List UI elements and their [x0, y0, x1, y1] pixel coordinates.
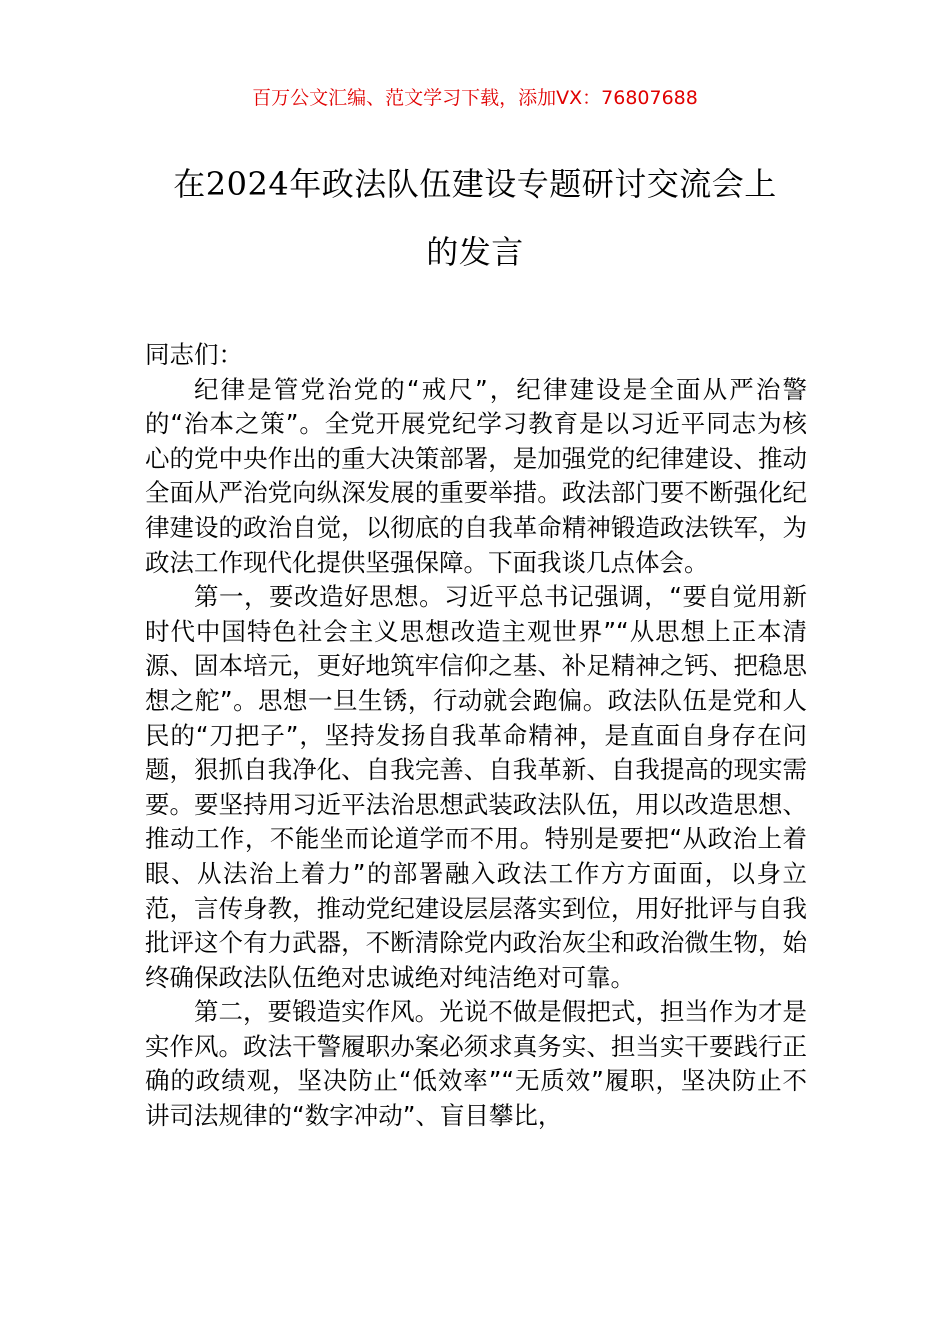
title-line-1: 在2024年政法队伍建设专题研讨交流会上 — [173, 165, 777, 203]
header-note: 百万公文汇编、范文学习下载，添加VX：76807688 — [252, 87, 698, 109]
paragraph-3: 第二，要锻造实作风。光说不做是假把式，担当作为才是实作风。政法干警履职办案必须求真务实、担当实干要践行正确的政绩观，坚决防止“低效率”“无质效”履职，坚决防止不讲司法规律的“数字冲动”、盲目攀比， — [145, 997, 807, 1131]
document-body — [145, 338, 807, 1134]
document-title — [140, 150, 810, 286]
paragraph-1: 纪律是管党治党的“戒尺”，纪律建设是全面从严治警的“治本之策”。全党开展党纪学习教育是以习近平同志为核心的党中央作出的重大决策部署，是加强党的纪律建设、推动全面从严治党向纵深发展的重要举措。政法部门要不断强化纪律建设的政治自觉，以彻底的自我革命精神锻造政法铁军，为政法工作现代化提供坚强保障。下面我谈几点体会。 — [145, 374, 807, 577]
salutation: 同志们： — [145, 340, 243, 369]
title-line-2: 的发言 — [426, 233, 524, 271]
paragraph-2: 第一，要改造好思想。习近平总书记强调，“要自觉用新时代中国特色社会主义思想改造主观世界”“从思想上正本清源、固本培元，更好地筑牢信仰之基、补足精神之钙、把稳思想之舵”。思想一旦生锈，行动就会跑偏。政法队伍是党和人民的“刀把子”，坚持发扬自我革命精神，是直面自身存在问题，狠抓自我净化、自我完善、自我革新、自我提高的现实需要。要坚持用习近平法治思想武装政法队伍，用以改造思想、推动工作，不能坐而论道学而不用。特别是要把“从政治上着眼、从法治上着力”的部署融入政法工作方方面面，以身立范，言传身教，推动党纪建设层层落实到位，用好批评与自我批评这个有力武器，不断清除党内政治灰尘和政治微生物，始终确保政法队伍绝对忠诚绝对纯洁绝对可靠。 — [145, 582, 807, 992]
